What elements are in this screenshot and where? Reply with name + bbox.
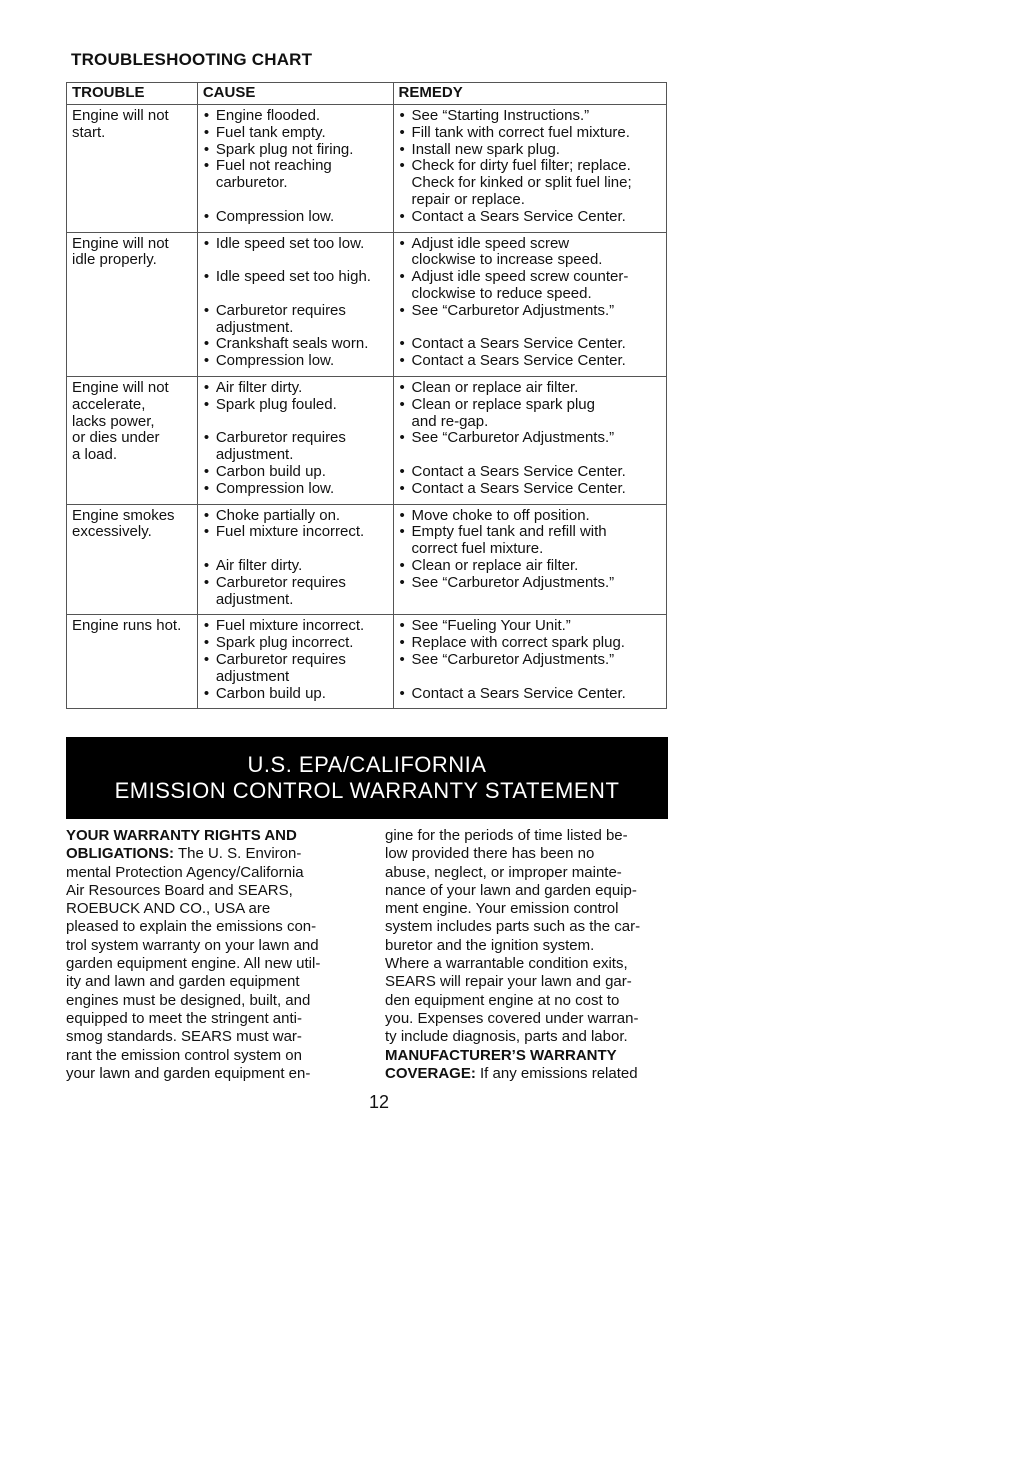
warranty-text-line bbox=[66, 1047, 354, 1065]
table-body bbox=[67, 105, 667, 709]
warranty-text-line bbox=[66, 882, 354, 900]
warranty-text-line bbox=[66, 827, 354, 845]
warranty-text-line bbox=[385, 882, 673, 900]
remedy-cell bbox=[393, 615, 666, 709]
warranty-body-text: engines must be designed, built, and bbox=[66, 991, 311, 1009]
remedy-item: and re-gap. bbox=[411, 412, 489, 430]
table-row bbox=[67, 504, 667, 615]
warranty-text-line bbox=[66, 1028, 354, 1046]
cause-cell bbox=[197, 504, 393, 615]
remedy-item: clockwise to increase speed. bbox=[411, 251, 603, 269]
warranty-text-right-column bbox=[385, 827, 673, 1083]
remedy-item: • Move choke to off position. bbox=[399, 508, 662, 525]
remedy-item: • See “Starting Instructions.” bbox=[399, 108, 662, 125]
cause-item: • Air filter dirty. bbox=[203, 380, 389, 397]
remedy-item: correct fuel mixture. bbox=[411, 540, 544, 558]
remedy-cell bbox=[393, 376, 666, 504]
table-row bbox=[67, 105, 667, 233]
troubleshooting-table bbox=[66, 82, 667, 709]
trouble-line: Engine smokes bbox=[72, 506, 175, 524]
cause-item: • Fuel not reaching bbox=[203, 158, 389, 175]
remedy-cell bbox=[393, 232, 666, 376]
remedy-item: • Clean or replace air filter. bbox=[399, 558, 662, 575]
warranty-text-line bbox=[385, 955, 673, 973]
cause-item: • Crankshaft seals worn. bbox=[203, 336, 389, 353]
cause-item: • Idle speed set too low. bbox=[203, 236, 389, 253]
cause-cell bbox=[197, 615, 393, 709]
warranty-text-line bbox=[385, 1028, 673, 1046]
trouble-line: a load. bbox=[72, 446, 118, 464]
remedy-item: • Contact a Sears Service Center. bbox=[399, 464, 662, 481]
warranty-text-line bbox=[385, 918, 673, 936]
trouble-line: start. bbox=[72, 123, 106, 141]
warranty-text-line bbox=[385, 845, 673, 863]
remedy-item: repair or replace. bbox=[411, 190, 525, 208]
remedy-item: • See “Carburetor Adjustments.” bbox=[399, 303, 662, 320]
cause-item: carburetor. bbox=[215, 174, 288, 192]
trouble-line: Engine will not bbox=[72, 107, 169, 124]
trouble-cell bbox=[67, 615, 198, 709]
remedy-item: • Contact a Sears Service Center. bbox=[399, 481, 662, 498]
banner-line-2: EMISSION CONTROL WARRANTY STATEMENT bbox=[114, 778, 620, 803]
warranty-body-text: system includes parts such as the car- bbox=[385, 918, 641, 936]
trouble-line: Engine will not bbox=[72, 378, 169, 396]
warranty-body-text: The U. S. Environ- bbox=[174, 845, 302, 863]
warranty-text-line bbox=[385, 973, 673, 991]
remedy-item: • Adjust idle speed screw counter- bbox=[399, 269, 662, 286]
trouble-line: lacks power, bbox=[72, 412, 155, 430]
remedy-cell bbox=[393, 105, 666, 233]
warranty-text-line bbox=[385, 1010, 673, 1028]
warranty-body-text: nance of your lawn and garden equip- bbox=[385, 881, 637, 899]
warranty-body-text: mental Protection Agency/California bbox=[66, 863, 304, 881]
trouble-line: excessively. bbox=[72, 523, 152, 541]
cause-item: • Compression low. bbox=[203, 209, 389, 226]
remedy-item: • See “Carburetor Adjustments.” bbox=[399, 652, 662, 669]
remedy-cell bbox=[393, 504, 666, 615]
warranty-body-text: rant the emission control system on bbox=[66, 1046, 302, 1064]
remedy-item: • Adjust idle speed screw bbox=[399, 236, 662, 253]
trouble-line: accelerate, bbox=[72, 395, 146, 413]
warranty-body-text: ity and lawn and garden equipment bbox=[66, 973, 300, 991]
warranty-text-line bbox=[66, 900, 354, 918]
remedy-item: • Clean or replace spark plug bbox=[399, 397, 662, 414]
warranty-body-text: gine for the periods of time listed be- bbox=[385, 827, 628, 844]
cause-item: • Compression low. bbox=[203, 353, 389, 370]
table-row bbox=[67, 615, 667, 709]
remedy-item: • Check for dirty fuel filter; replace. bbox=[399, 158, 662, 175]
warranty-text-line bbox=[66, 955, 354, 973]
cause-item: adjustment. bbox=[215, 318, 294, 336]
cause-item: • Carburetor requires bbox=[203, 430, 389, 447]
cause-item: • Carburetor requires bbox=[203, 303, 389, 320]
warranty-text-line bbox=[66, 992, 354, 1010]
warranty-heading-text: MANUFACTURER’S WARRANTY bbox=[385, 1046, 617, 1064]
warranty-heading-text: COVERAGE: bbox=[385, 1064, 476, 1082]
warranty-text-line bbox=[385, 900, 673, 918]
cause-item: • Idle speed set too high. bbox=[203, 269, 389, 286]
trouble-cell bbox=[67, 376, 198, 504]
cause-cell bbox=[197, 376, 393, 504]
warranty-text-line bbox=[385, 864, 673, 882]
trouble-cell bbox=[67, 232, 198, 376]
warranty-heading-text: YOUR WARRANTY RIGHTS AND bbox=[66, 827, 297, 844]
remedy-item: • Contact a Sears Service Center. bbox=[399, 336, 662, 353]
warranty-body-text: low provided there has been no bbox=[385, 845, 595, 863]
warranty-text-line bbox=[385, 992, 673, 1010]
warranty-body-text: smog standards. SEARS must war- bbox=[66, 1028, 302, 1046]
warranty-text-line bbox=[66, 864, 354, 882]
trouble-cell bbox=[67, 105, 198, 233]
cause-item: • Fuel mixture incorrect. bbox=[203, 618, 389, 635]
remedy-item: • Install new spark plug. bbox=[399, 142, 662, 159]
cause-item: • Spark plug fouled. bbox=[203, 397, 389, 414]
cause-item: • Spark plug incorrect. bbox=[203, 635, 389, 652]
chart-title: TROUBLESHOOTING CHART bbox=[71, 50, 313, 69]
warranty-text-line bbox=[385, 937, 673, 955]
warranty-text-line bbox=[66, 937, 354, 955]
remedy-item: • Replace with correct spark plug. bbox=[399, 635, 662, 652]
warranty-body-text: equipped to meet the stringent anti- bbox=[66, 1009, 302, 1027]
remedy-item: • Contact a Sears Service Center. bbox=[399, 209, 662, 226]
header-trouble: TROUBLE bbox=[67, 83, 198, 105]
cause-item: • Choke partially on. bbox=[203, 508, 389, 525]
trouble-line: idle properly. bbox=[72, 251, 157, 269]
cause-item: • Carburetor requires bbox=[203, 575, 389, 592]
banner-line-1: U.S. EPA/CALIFORNIA bbox=[247, 752, 487, 777]
warranty-body-text: den equipment engine at no cost to bbox=[385, 991, 620, 1009]
remedy-item: • Contact a Sears Service Center. bbox=[399, 686, 662, 703]
warranty-text-line bbox=[385, 1047, 673, 1065]
cause-item: adjustment. bbox=[215, 446, 294, 464]
warranty-body-text: Air Resources Board and SEARS, bbox=[66, 881, 293, 899]
remedy-item: • Contact a Sears Service Center. bbox=[399, 353, 662, 370]
warranty-body-text: your lawn and garden equipment en- bbox=[66, 1064, 311, 1082]
cause-item: • Engine flooded. bbox=[203, 108, 389, 125]
warranty-text-line bbox=[385, 1065, 673, 1083]
trouble-line: Engine will not bbox=[72, 234, 169, 252]
header-remedy: REMEDY bbox=[393, 83, 666, 105]
table-row bbox=[67, 232, 667, 376]
warranty-body-text: SEARS will repair your lawn and gar- bbox=[385, 973, 632, 991]
page-number: 12 bbox=[369, 1092, 390, 1112]
trouble-line: Engine runs hot. bbox=[72, 617, 182, 635]
header-cause: CAUSE bbox=[197, 83, 393, 105]
remedy-item: • See “Carburetor Adjustments.” bbox=[399, 430, 662, 447]
remedy-item: • Clean or replace air filter. bbox=[399, 380, 662, 397]
cause-item: • Fuel tank empty. bbox=[203, 125, 389, 142]
warranty-body-text: you. Expenses covered under warran- bbox=[385, 1009, 639, 1027]
warranty-body-text: If any emissions related bbox=[475, 1064, 638, 1082]
table-header-row bbox=[67, 83, 667, 105]
warranty-text-line bbox=[66, 973, 354, 991]
warranty-text-line bbox=[66, 1065, 354, 1083]
warranty-body-text: garden equipment engine. All new util- bbox=[66, 955, 321, 973]
warranty-body-text: Where a warrantable condition exits, bbox=[385, 955, 628, 973]
remedy-item: • Empty fuel tank and refill with bbox=[399, 524, 662, 541]
warranty-heading-text: OBLIGATIONS: bbox=[66, 845, 175, 863]
warranty-body-text: pleased to explain the emissions con- bbox=[66, 918, 317, 936]
remedy-item: clockwise to reduce speed. bbox=[411, 284, 592, 302]
remedy-item: • See “Fueling Your Unit.” bbox=[399, 618, 662, 635]
warranty-text-line bbox=[66, 845, 354, 863]
cause-item: adjustment bbox=[215, 667, 290, 685]
warranty-text-line bbox=[66, 1010, 354, 1028]
warranty-body-text: ment engine. Your emission control bbox=[385, 900, 619, 918]
warranty-text-left-column bbox=[66, 827, 354, 1083]
cause-item: • Carbon build up. bbox=[203, 464, 389, 481]
warranty-text-line bbox=[385, 827, 673, 845]
warranty-body-text: trol system warranty on your lawn and bbox=[66, 936, 319, 954]
cause-item: • Air filter dirty. bbox=[203, 558, 389, 575]
trouble-cell bbox=[67, 504, 198, 615]
trouble-line: or dies under bbox=[72, 429, 160, 447]
warranty-body-text: buretor and the ignition system. bbox=[385, 936, 595, 954]
cause-item: adjustment. bbox=[215, 590, 294, 608]
warranty-text-line bbox=[66, 918, 354, 936]
cause-item: • Spark plug not firing. bbox=[203, 142, 389, 159]
warranty-body-text: ty include diagnosis, parts and labor. bbox=[385, 1028, 628, 1046]
warranty-body-text: abuse, neglect, or improper mainte- bbox=[385, 863, 622, 881]
cause-cell bbox=[197, 232, 393, 376]
emission-warranty-banner bbox=[66, 737, 668, 819]
remedy-item: Check for kinked or split fuel line; bbox=[411, 174, 632, 192]
cause-cell bbox=[197, 105, 393, 233]
cause-item: • Carbon build up. bbox=[203, 686, 389, 703]
cause-item: • Compression low. bbox=[203, 481, 389, 498]
remedy-item: • See “Carburetor Adjustments.” bbox=[399, 575, 662, 592]
cause-item: • Carburetor requires bbox=[203, 652, 389, 669]
cause-item: • Fuel mixture incorrect. bbox=[203, 524, 389, 541]
warranty-body-text: ROEBUCK AND CO., USA are bbox=[66, 900, 271, 918]
table-row bbox=[67, 376, 667, 504]
remedy-item: • Fill tank with correct fuel mixture. bbox=[399, 125, 662, 142]
